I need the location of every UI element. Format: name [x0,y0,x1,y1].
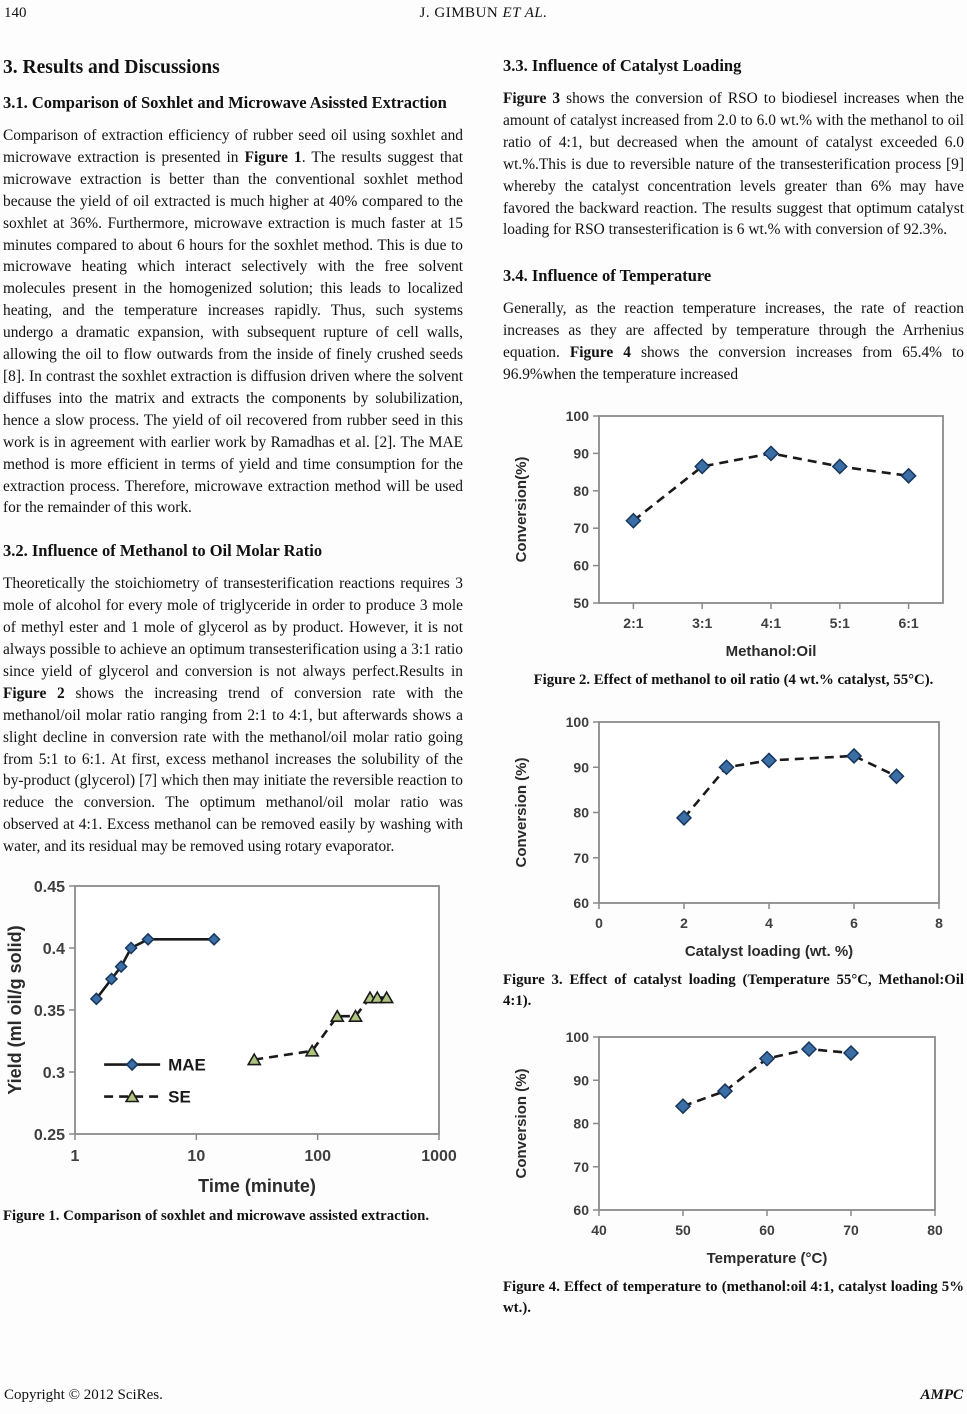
svg-text:80: 80 [927,1222,943,1239]
svg-text:60: 60 [573,1202,589,1219]
svg-text:3:1: 3:1 [692,614,713,631]
section-3-3-heading: 3.3. Influence of Catalyst Loading [503,56,742,75]
svg-text:Conversion (%): Conversion (%) [513,757,530,868]
svg-text:6: 6 [850,915,858,932]
svg-text:10: 10 [187,1148,206,1166]
section-3-4-heading: 3.4. Influence of Temperature [503,266,712,286]
svg-text:0.4: 0.4 [42,940,65,958]
svg-text:1000: 1000 [421,1148,457,1166]
svg-text:Time (minute): Time (minute) [198,1176,316,1197]
svg-text:90: 90 [573,1072,589,1089]
svg-text:50: 50 [573,595,589,612]
svg-text:4: 4 [765,915,773,932]
figure2-chart [511,404,963,662]
svg-text:MAE: MAE [168,1055,206,1075]
section-3-2-heading: 3.2. Influence of Methanol to Oil Molar Ratio [3,541,323,561]
svg-text:100: 100 [565,408,589,425]
section-3-3-paragraph: Figure 3 shows the conversion of RSO to biodiesel increases when the amount of catalyst increased from 2.0 to 6.0 wt.% with the methanol to oil ratio of 4:1, but decreased when the amount of catalyst exceeded 6.0 wt.%.This is due to reversible nature of the transesterification process [9] whereby the catalyst concentration levels greater than 6% may have favored the backward reaction. The results suggest that optimum catalyst loading for RSO transesterification is 6 wt.% with conversion of 92.3%. [503,90,964,239]
svg-text:Temperature (°C): Temperature (°C) [706,1250,828,1268]
svg-text:8: 8 [935,915,943,932]
svg-text:80: 80 [573,805,589,822]
figure1-chart [3,874,459,1198]
svg-text:70: 70 [573,850,589,867]
svg-text:50: 50 [675,1222,691,1239]
page-header [3,5,964,27]
svg-text:90: 90 [573,445,589,462]
page-number: 140 [4,5,27,21]
svg-text:100: 100 [565,714,589,731]
running-head: J. GIMBUN ET AL. [419,5,548,21]
svg-text:Methanol:Oil: Methanol:Oil [725,642,817,660]
figure4-chart [511,1025,955,1269]
svg-text:40: 40 [591,1222,607,1239]
svg-text:60: 60 [759,1222,775,1239]
svg-text:Conversion(%): Conversion(%) [513,456,530,563]
svg-text:70: 70 [573,520,589,537]
svg-text:90: 90 [573,759,589,776]
left-column [3,55,463,1318]
svg-text:Yield (ml oil/g solid): Yield (ml oil/g solid) [5,925,25,1095]
figure3-caption: Figure 3. Effect of catalyst loading (Temperature 55°C, Methanol:Oil 4:1). [503,972,964,1009]
svg-text:0.3: 0.3 [42,1064,65,1082]
section-3-1-heading: 3.1. Comparison of Soxhlet and Microwave Asissted Extraction [3,93,447,112]
section-3-2-paragraph: Theoretically the stoichiometry of transesterification reactions requires 3 mole of alcohol for every mole of triglyceride in order to produce 3 mole of methyl ester and 1 mole of glycerol as by product. However, it is not always possible to achieve an optimum transesterification using a 3:1 ratio since yield of glycerol and conversion is not always perfect.Results in Figure 2 shows the increasing trend of conversion rate with the methanol/oil molar ratio ranging from 2:1 to 4:1, but afterwards shows a slight decline in conversion rate with the methanol/oil molar ratio going from 5:1 to 6:1. At first, excess methanol increases the solubility of the by-product (glycerol) [7] which then may initiate the reversible reaction to reduce the conversion. The optimum methanol/oil molar ratio was observed at 4:1. Excess methanol can be removed easily by washing with water, and its residual may be removed using rotary evaporator. [3,575,464,856]
svg-text:70: 70 [573,1159,589,1176]
svg-text:6:1: 6:1 [898,614,919,631]
svg-text:0.35: 0.35 [33,1002,65,1020]
figure1-caption: Figure 1. Comparison of soxhlet and microwave assisted extraction. [3,1208,430,1225]
svg-text:80: 80 [573,1116,589,1133]
svg-text:0.45: 0.45 [33,878,65,896]
copyright-text: Copyright © 2012 SciRes. [4,1387,163,1403]
section-3-heading: 3. Results and Discussions [3,57,220,78]
svg-text:2:1: 2:1 [623,614,644,631]
section-3-4-paragraph: Generally, as the reaction temperature increases, the rate of reaction increases as they are affected by temperature through the Arrhenius equation. Figure 4 shows the conversion increases from 65.4% to 96.9%when the temperature increased [503,300,964,384]
svg-text:0.25: 0.25 [33,1126,65,1144]
svg-text:Catalyst loading (wt. %): Catalyst loading (wt. %) [684,943,854,961]
right-column [503,55,964,1318]
svg-text:0: 0 [595,915,603,932]
two-column-body [3,55,964,1318]
svg-text:5:1: 5:1 [829,614,850,631]
svg-text:60: 60 [573,895,589,912]
svg-text:100: 100 [304,1148,332,1166]
figure2-caption: Figure 2. Effect of methanol to oil ratio (4 wt.% catalyst, 55°C). [533,671,934,688]
figure3-chart [511,710,959,962]
figure4-caption: Figure 4. Effect of temperature to (methanol:oil 4:1, catalyst loading 5% wt.). [503,1279,964,1316]
svg-text:60: 60 [573,557,589,574]
svg-text:1: 1 [70,1148,80,1166]
svg-text:4:1: 4:1 [760,614,782,631]
svg-text:100: 100 [565,1029,589,1046]
svg-text:SE: SE [168,1087,191,1107]
section-3-1-paragraph: Comparison of extraction efficiency of rubber seed oil using soxhlet and microwave extraction is presented in Figure 1. The results suggest that microwave extraction is better than the conventional soxhlet method because the yield of oil extracted is much higher at 40% compared to the soxhlet at 36%. Furthermore, microwave extraction is much faster at 15 minutes compared to about 6 hours for the soxhlet method. This is due to microwave heating which interact selectively with the free solvent molecules present in the homogenized solution; this leads to localized heating, and the temperature increases rapidly. Thus, such systems undergo a dramatic expansion, with subsequent rupture of cell walls, allowing the oil to flow outwards from the inside of finely crushed seeds [8]. In contrast the soxhlet extraction is diffusion driven where the solvent diffuses into the matrix and extracts the components by solubilization, hence a slow process. The yield of oil recovered from rubber seed in this work is in agreement with earlier work by Ramadhas et al. [2]. The MAE method is more efficient in terms of yield and time consumption for the extraction process. Therefore, microwave extraction method will be used for the remainder of this work. [3,127,463,517]
svg-text:2: 2 [680,915,688,932]
journal-code: AMPC [920,1387,963,1403]
svg-text:80: 80 [573,482,589,499]
svg-text:Conversion (%): Conversion (%) [513,1068,530,1179]
page-footer [4,1387,963,1404]
svg-text:70: 70 [843,1222,859,1239]
